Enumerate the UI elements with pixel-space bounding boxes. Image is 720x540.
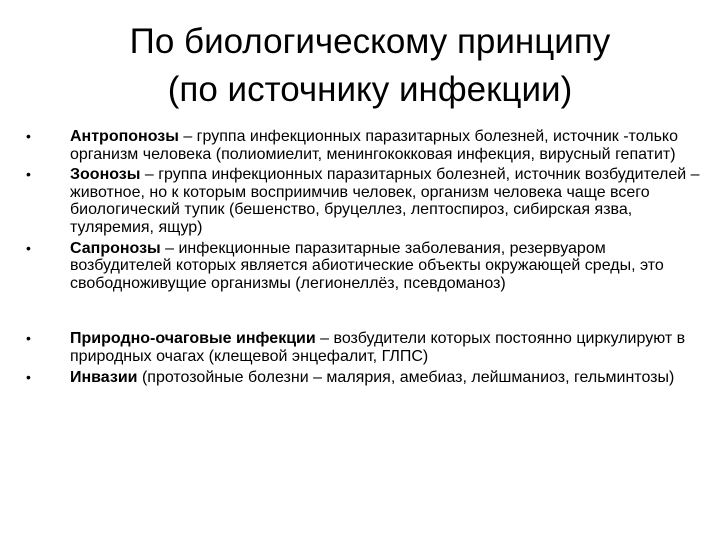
bullet-icon: • — [26, 128, 31, 144]
term-natural-focal-infections: Природно-очаговые инфекции — [70, 330, 316, 348]
bullet-icon: • — [26, 368, 31, 385]
list-item-invasions — [26, 369, 706, 387]
description-zoonoses: – группа инфекционных паразитарных болезней, источник возбудителей – животное, но к которым восприимчив человек, организм человека чаще всего биологический тупик (бешенство, бруцеллез, лептоспироз, сибирская язва, туляремия, ящур) — [70, 166, 700, 236]
description-anthroponoses: – группа инфекционных паразитарных болезней, источник -только организм человека (полиомиелит, менингококковая инфекция, вирусный гепатит) — [70, 128, 678, 163]
bullet-list — [26, 128, 706, 389]
term-sapronoses: Сапронозы — [70, 239, 161, 257]
slide-title-line-1: По биологическому принципу — [129, 22, 611, 61]
bullet-icon: • — [26, 166, 31, 183]
description-natural-focal-infections: – возбудители которых постоянно циркулируют в природных очагах (клещевой энцефалит, ГЛПС) — [70, 330, 686, 365]
bullet-icon: • — [26, 239, 31, 256]
list-item-sapronoses — [26, 240, 706, 293]
slide-title-line-2: (по источнику инфекции) — [167, 70, 573, 109]
list-item-natural-focal-infections — [26, 330, 706, 365]
slide-title — [40, 18, 700, 114]
term-invasions: Инвазии — [70, 368, 138, 386]
term-anthroponoses: Антропонозы — [70, 128, 179, 145]
term-zoonoses: Зоонозы — [70, 166, 141, 184]
list-item-anthroponoses — [26, 128, 706, 163]
description-sapronoses: – инфекционные паразитарные заболевания, резервуаром возбудителей которых является абиотические объекты окружающей среды, это свободноживущие организмы (легионеллёз, псевдоманоз) — [70, 239, 664, 292]
description-invasions: (протозойные болезни – малярия, амебиаз, лейшманиоз, гельминтозы) — [137, 368, 675, 386]
list-item-zoonoses — [26, 166, 706, 236]
bullet-icon: • — [26, 330, 31, 347]
